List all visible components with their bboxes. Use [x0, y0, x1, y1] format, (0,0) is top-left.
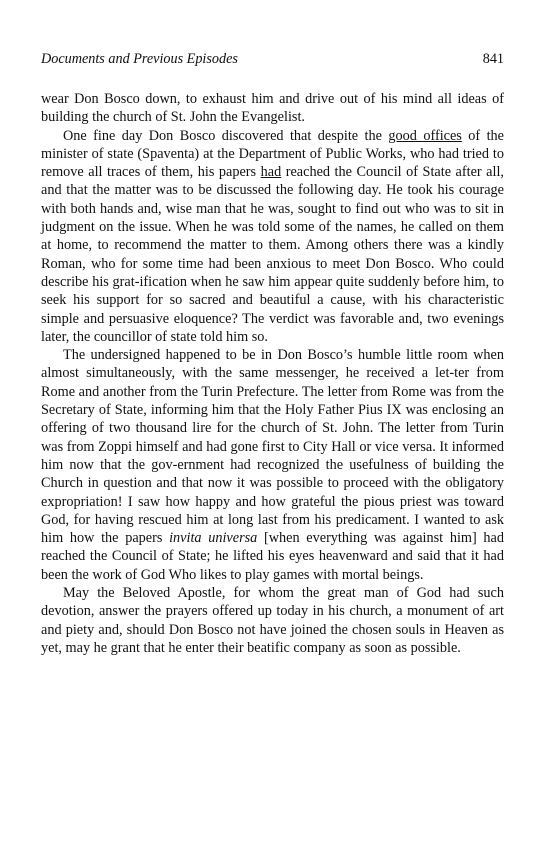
text-run: The undersigned happened to be in Don Bosco’s humble little room when almost simultaneously, with the same messenger, he received a let-ter from Rome and another from the Turin Prefecture. The letter from Rome was from the Secretary of State, informing him that the Holy Father Pius IX was enclosing an offering of two thousand lire for the church of St. John. The letter from Turin was from Zoppi himself and had gone first to City Hall or vice versa. It informed him now that the gov-ernment had recognized the usefulness of building the Church in question and that now it was possible to proceed with the obligatory expropriation! I saw how happy and how grateful the pious priest was toward God, for having rescued him at long last from his predicament. I wanted to ask him how the papers — [41, 347, 504, 547]
underlined-text: had — [260, 164, 282, 181]
text-run: One fine day Don Bosco discovered that despite the — [63, 127, 389, 144]
text-run: of the minister of state (Spaventa) at the Department of Public Works, who had tried to remove all traces of them, his papers — [41, 127, 505, 181]
text-run: wear Don Bosco down, to exhaust him and drive out of his mind all ideas of building the church of St. John the Evangelist. — [41, 91, 504, 126]
text-run: [when everything was against him] had reached the Council of State; he lifted his eyes heavenward and said that it had been the work of God Who likes to play games with mortal beings. — [41, 530, 505, 583]
page-number: 841 — [482, 51, 504, 67]
underlined-text: good offices — [388, 127, 462, 144]
text-run: reached the Council of State after all, and that the matter was to be discussed the following day. He took his courage with both hands and, wise man that he was, sought to find out who was to sit in judgment on the issue. When he was told some of the names, he called on them at home, to recommend the matter to them. Among others there was a kindly Roman, who for some time had been anxious to meet Don Bosco. Who could describe his grat-ification when he saw him appear quite suddenly before him, to seek his support for so sacred and beautiful a cause, with his characteristic simple and persuasive eloquence? The verdict was favorable and, two evenings later, the councillor of state told him so. — [41, 164, 504, 345]
paragraph — [41, 346, 504, 584]
running-title: Documents and Previous Episodes — [41, 51, 238, 67]
italic-text: invita universa — [169, 530, 258, 547]
paragraph — [41, 127, 504, 347]
running-head — [41, 50, 504, 68]
book-page — [41, 50, 504, 657]
paragraph — [41, 584, 504, 657]
paragraph — [41, 90, 504, 127]
text-run: May the Beloved Apostle, for whom the great man of God had such devotion, answer the prayers offered up today in his church, a monument of art and piety and, should Don Bosco not have joined the chosen souls in Heaven as yet, may he grant that he enter their beatific company as soon as possible. — [41, 585, 504, 656]
body-text — [41, 90, 504, 657]
